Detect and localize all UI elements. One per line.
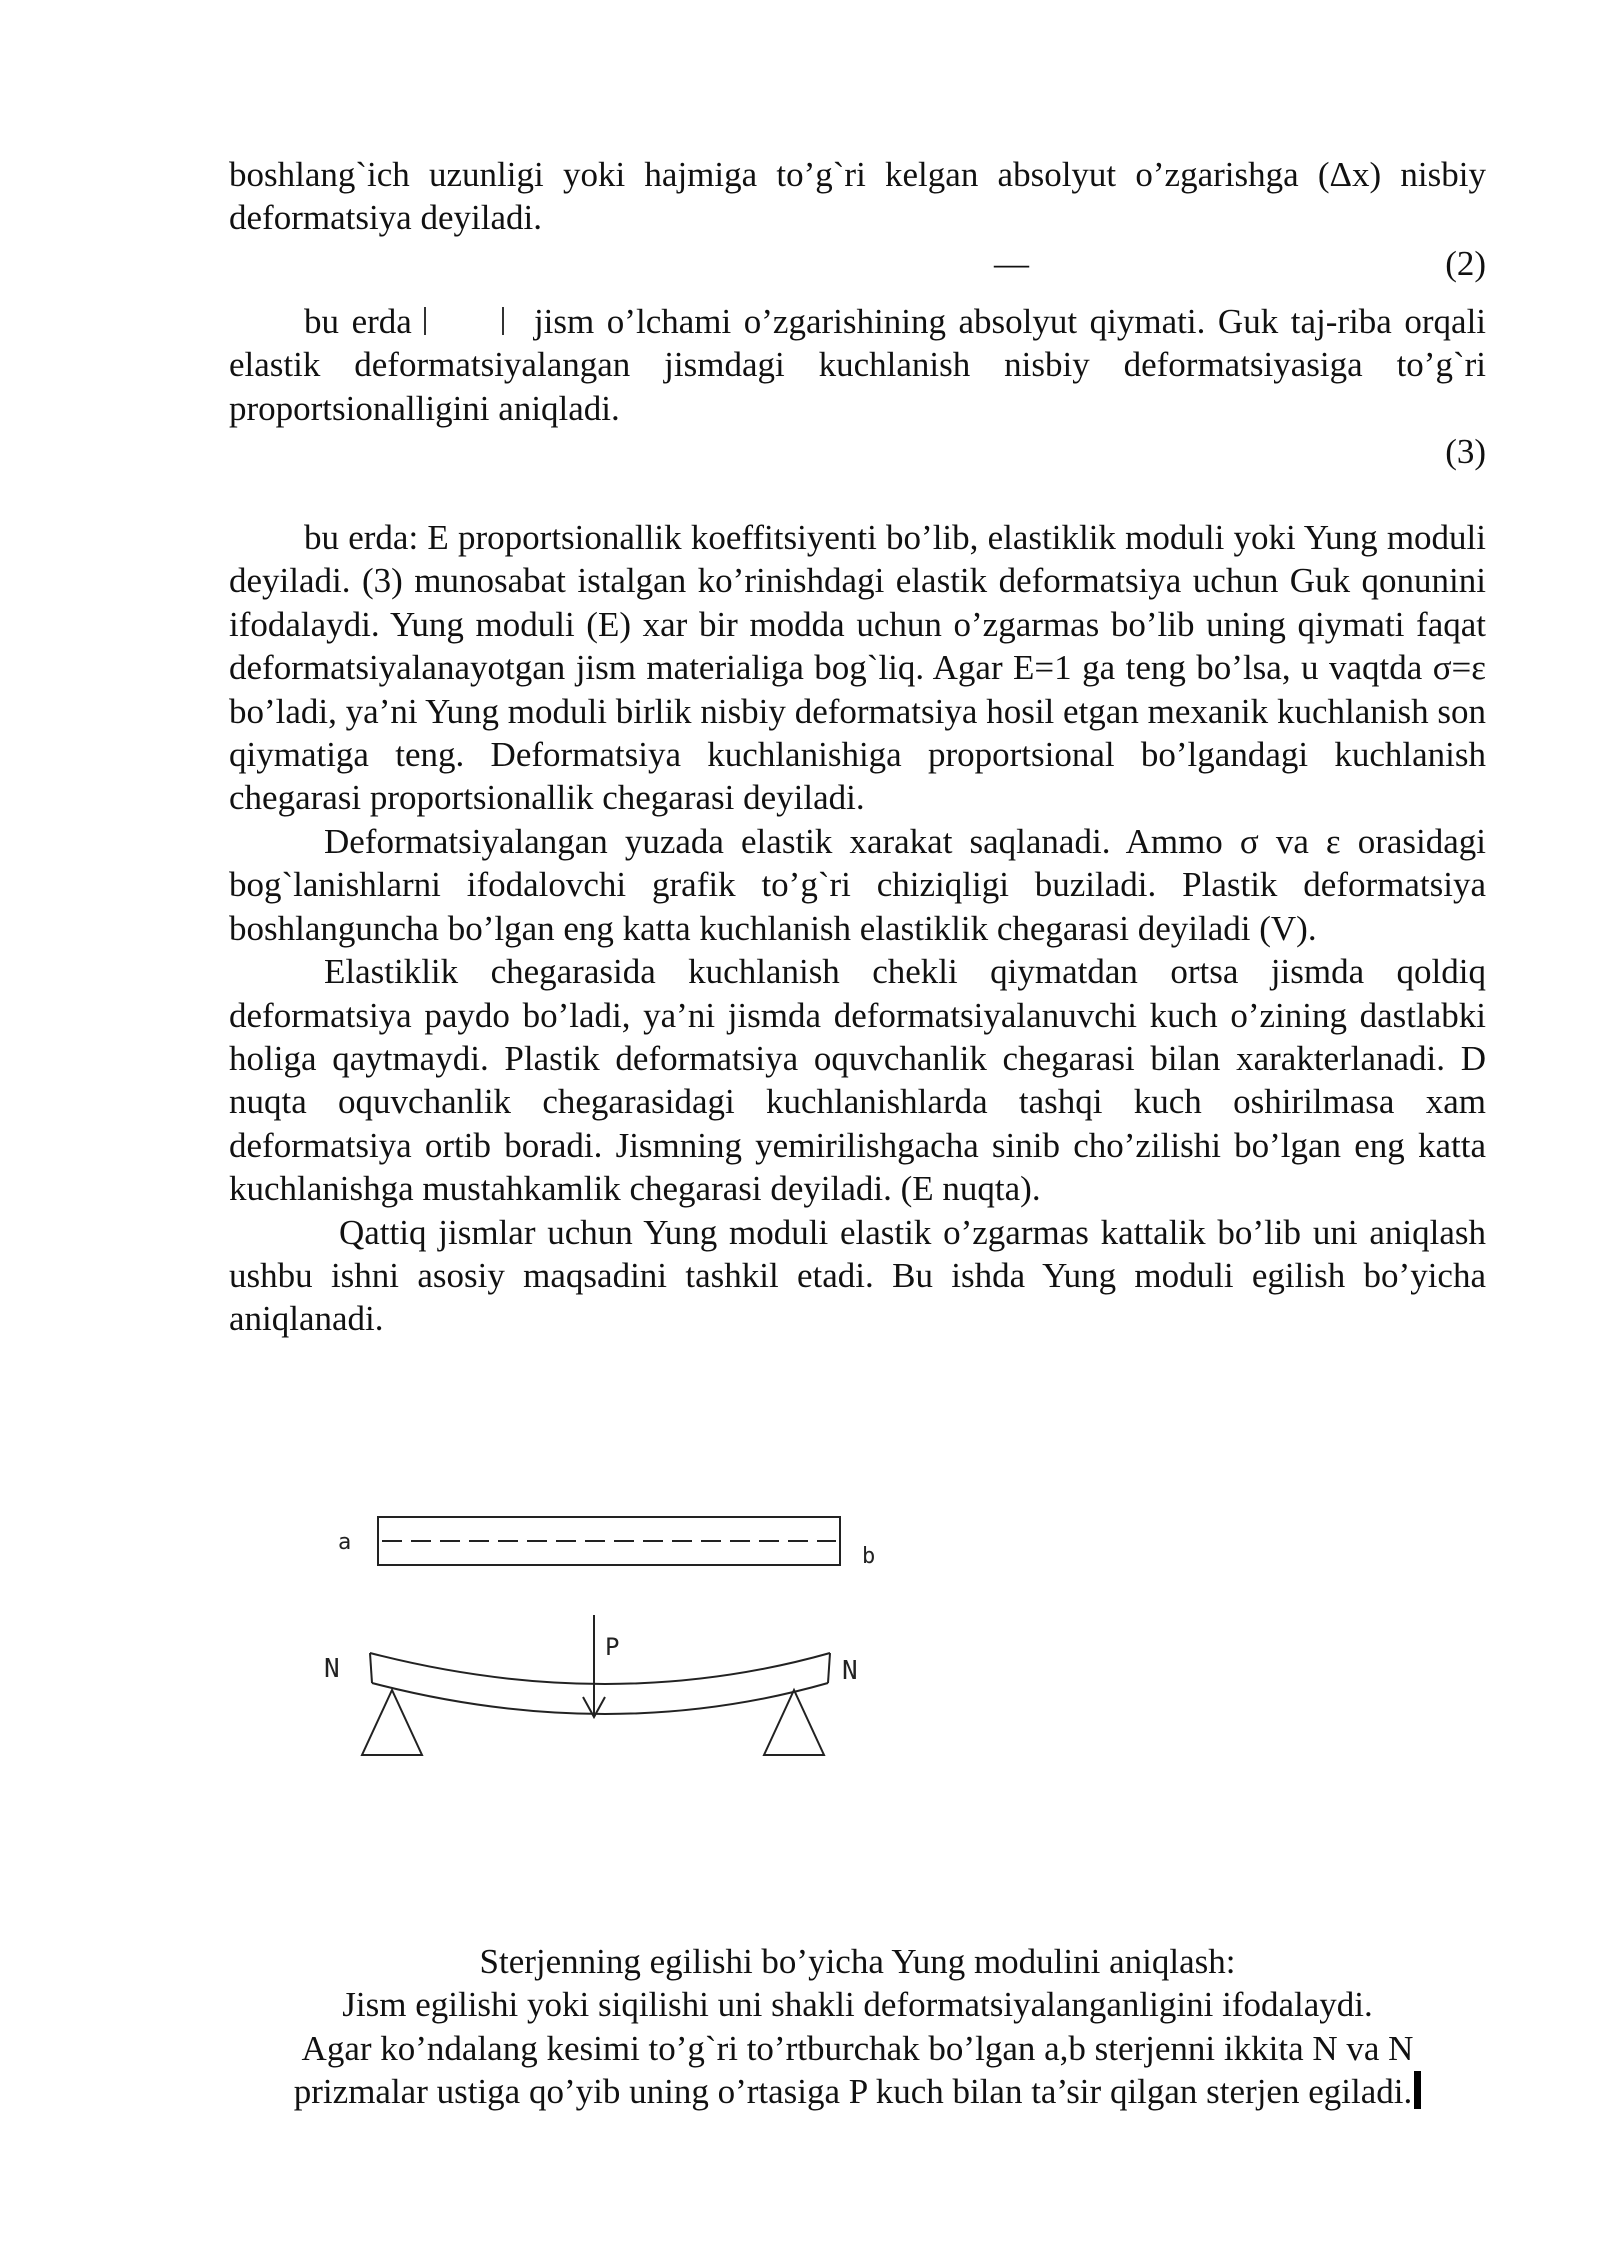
right-support-prism bbox=[764, 1690, 824, 1755]
text-cursor bbox=[1414, 2071, 1421, 2109]
label-b: b bbox=[862, 1544, 876, 1569]
equation-2-line bbox=[229, 242, 1486, 285]
figure-caption-block bbox=[229, 1940, 1486, 2114]
equation-3-line bbox=[229, 430, 1486, 473]
paragraph-5: Elastiklik chegarasida kuchlanish chekli qiymatdan ortsa jismda qoldiq deformatsiya paydo bo’ladi, ya’ni jismda deformatsiyalanuvchi kuch o’zining dastlabki holiga qaytmaydi. Plastik deformatsiya oquvchanlik chegarasi bilan xarakterlanadi. D nuqta oquvchanlik chegarasidagi kuchlanishlarda tashqi kuch oshirilmasa xam deformatsiya ortib boradi. Jismning yemirilishgacha sinib cho’zilishi bo’lgan eng katta kuchlanishga mustahkamlik chegarasi deyiladi. (E nuqta). bbox=[229, 952, 1486, 1209]
caption-line-3-text: prizmalar ustiga qo’yib uning o’rtasiga P kuch bilan ta’sir qilgan sterjen egiladi. bbox=[293, 2072, 1413, 2112]
beam-bending-figure bbox=[300, 1505, 920, 1790]
bent-beam-right-end bbox=[828, 1653, 830, 1683]
label-p: P bbox=[605, 1633, 620, 1661]
paragraph-2-rest: jism o’lchami o’zgarishining absolyut qiymati. Guk taj-riba orqali elastik deformatsiyalangan jismdagi kuchlanish nisbiy deformatsiyasiga to’g`ri proportsionalligini aniqladi. bbox=[229, 301, 1487, 428]
equation-2-fraction-bar: — bbox=[994, 243, 1029, 283]
caption-line-2: Agar ko’ndalang kesimi to’g`ri to’rtburchak bo’lgan a,b sterjenni ikkita N va N bbox=[301, 2028, 1414, 2068]
label-a: a bbox=[338, 1530, 352, 1555]
bent-beam-left-end bbox=[370, 1653, 372, 1683]
figure-caption-title: Sterjenning egilishi bo’yicha Yung modulini aniqlash: bbox=[479, 1942, 1236, 1981]
paragraph-2-start: bu erda bbox=[304, 301, 412, 341]
label-n-right: N bbox=[842, 1656, 858, 1686]
abs-value-right-bar bbox=[502, 300, 521, 343]
label-n-left: N bbox=[324, 1654, 340, 1684]
paragraph-2 bbox=[229, 300, 1486, 430]
caption-line-1: Jism egilishi yoki siqilishi uni shakli deformatsiyalanganligini ifodalaydi. bbox=[342, 1985, 1373, 2025]
abs-value-left-bar bbox=[424, 300, 502, 343]
bent-beam-top bbox=[370, 1653, 830, 1684]
paragraph-4: Deformatsiyalangan yuzada elastik xarakat saqlanadi. Ammo σ va ε orasidagi bog`lanishlarni ifodalovchi grafik to’g`ri chiziqligi buziladi. Plastik deformatsiya boshlanguncha bo’lgan eng katta kuchlanish elastiklik chegarasi deyiladi (V). bbox=[229, 821, 1486, 948]
equation-3-number: (3) bbox=[1445, 432, 1486, 472]
bent-beam-bottom bbox=[372, 1683, 828, 1714]
paragraph-6: Qattiq jismlar uchun Yung moduli elastik o’zgarmas kattalik bo’lib uni aniqlash ushbu ishni asosiy maqsadini tashkil etadi. Bu ishda Yung moduli egilish bo’yicha aniqlanadi. bbox=[229, 1212, 1486, 1339]
equation-2-number: (2) bbox=[1445, 243, 1486, 283]
caption-line-3 bbox=[229, 2070, 1486, 2113]
paragraph-1: boshlang`ich uzunligi yoki hajmiga to’g`ri kelgan absolyut o’zgarishga (Δx) nisbiy deformatsiya deyiladi. bbox=[229, 155, 1486, 238]
paragraph-3: bu erda: E proportsionallik koeffitsiyenti bo’lib, elastiklik moduli yoki Yung moduli deyiladi. (3) munosabat istalgan ko’rinishdagi elastik deformatsiya uchun Guk qonunini ifodalaydi. Yung moduli (E) xar bir modda uchun o’zgarmas bo’lib uning qiymati faqat deformatsiyalanayotgan jism materialiga bog`liq. Agar E=1 ga teng bo’lsa, u vaqtda σ=ε bo’ladi, ya’ni Yung moduli birlik nisbiy deformatsiya hosil etgan mexanik kuchlanish son qiymatiga teng. Deformatsiya kuchlanishiga proportsional bo’lgandagi kuchlanish chegarasi proportsionallik chegarasi deyiladi. bbox=[229, 518, 1486, 818]
left-support-prism bbox=[362, 1690, 422, 1755]
body-text bbox=[229, 153, 1486, 1341]
